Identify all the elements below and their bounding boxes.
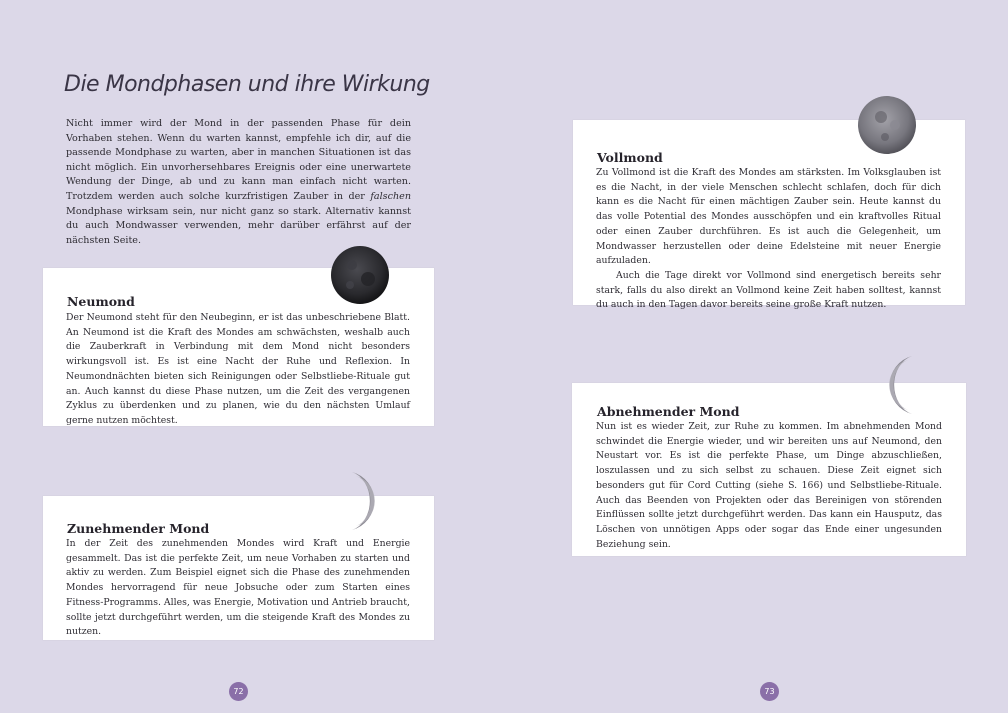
page-number-right: 73	[760, 682, 779, 701]
intro-paragraph	[66, 117, 411, 248]
card-text-para1: Zu Vollmond ist die Kraft des Mondes am stärksten. Im Volksglauben ist es die Nacht, in der viele Menschen schlecht schlafen, doch für dich kann es die Nacht für einen mächtigen Zauber sein. Heute kannst du das volle Potential des Mondes ausschöpfen und ein kraftvolles Ritual oder einen Zauber durchführen. Es ist auch die Gelegenheit, um Mondwasser herzustellen oder deine Edelsteine mit neuer Energie aufzuladen.	[596, 167, 941, 267]
intro-text-part1: Nicht immer wird der Mond in der passenden Phase für dein Vorhaben stehen. Wenn du warten kannst, empfehle ich dir, auf die passende Mondphase zu warten, aber in manchen Situationen ist das nicht möglich. Ein unvorhersehbares Ereignis oder eine unerwartete Wendung der Dinge, ab und zu kann man einfach nicht warten. Trotzdem werden auch solche kurzfristigen Zauber in der	[66, 118, 411, 202]
card-heading: Abnehmender Mond	[597, 404, 740, 419]
page-number-left: 72	[229, 682, 248, 701]
page-title: Die Mondphasen und ihre Wirkung	[64, 72, 430, 97]
card-text: In der Zeit des zunehmenden Mondes wird Kraft und Energie gesammelt. Das ist die perfekte Zeit, um neue Vorhaben zu starten und aktiv zu werden. Zum Beispiel eignet sich die Phase des zunehmenden Mondes hervorragend für neue Jobsuche oder zum Starten eines Fitness-Programms. Alles, was Energie, Motivation und Antrieb braucht, sollte jetzt durchgeführt werden, um die steigende Kraft des Mondes zu nutzen.	[66, 538, 410, 638]
full-moon-icon	[857, 95, 917, 155]
card-heading: Zunehmender Mond	[67, 521, 210, 536]
card-heading: Neumond	[67, 294, 135, 309]
waning-crescent-moon-icon	[878, 354, 926, 416]
card-text-para2: Auch die Tage direkt vor Vollmond sind energetisch bereits sehr stark, falls du also direkt an Vollmond keine Zeit haben solltest, kannst du auch in den Tagen davor bereits seine große Kraft nutzen.	[596, 269, 941, 311]
card-text: Nun ist es wieder Zeit, zur Ruhe zu kommen. Im abnehmenden Mond schwindet die Energie wieder, und wir bereiten uns auf Neumond, den Neustart vor. Es ist die perfekte Phase, um Dinge abzuschließen, loszulassen und zu sich selbst zu schauen. Diese Zeit eignet sich besonders gut für Cord Cutting (siehe S. 166) und Selbstliebe-Rituale. Auch das Beenden von Projekten oder das Bereinigen von störenden Einflüssen sollte jetzt durchgeführt werden. Das kann ein Hausputz, das Löschen von unnötigen Apps oder sogar das Ende einer ungesunden Beziehung sein.	[596, 421, 942, 550]
waxing-crescent-moon-icon	[338, 470, 384, 532]
card-text: Der Neumond steht für den Neubeginn, er ist das unbeschriebene Blatt. An Neumond ist die Kraft des Mondes am schwächsten, weshalb auch die Zauberkraft in Verbindung mit dem Mond nicht besonders wirkungsvoll ist. Es ist eine Nacht der Ruhe und Reflexion. In Neumondnächten bieten sich Reinigungen oder Selbstliebe-Rituale gut an. Auch kannst du diese Phase nutzen, um die Zeit des vergangenen Zyklus zu überdenken und zu planen, wie du den nächsten Umlauf gerne nutzen möchtest.	[66, 312, 410, 426]
card-heading: Vollmond	[597, 150, 663, 165]
intro-emphasis: falschen	[370, 190, 411, 202]
new-moon-icon	[330, 245, 390, 305]
intro-text-part2: Mondphase wirksam sein, nur nicht ganz so stark. Alternativ kannst du auch Mondwasser verwenden, mehr darüber erfährst auf der nächsten Seite.	[66, 205, 411, 246]
card-text	[596, 166, 941, 313]
